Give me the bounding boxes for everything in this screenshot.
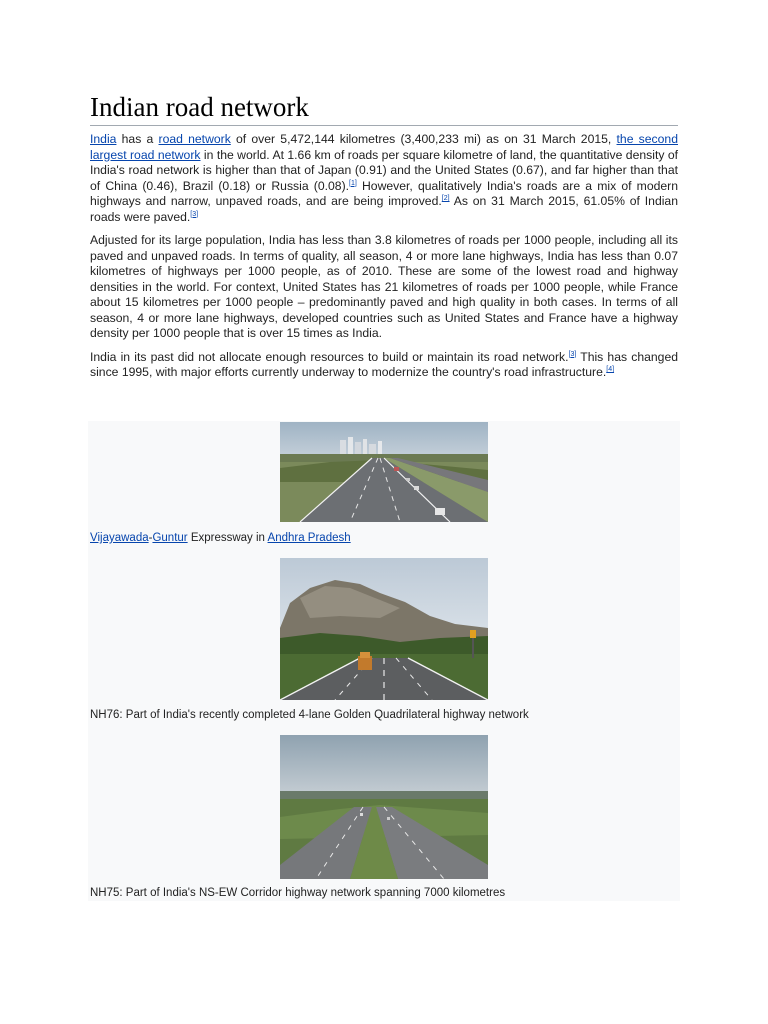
reference-link[interactable]: [3] [190, 210, 199, 218]
text-segment: Expressway in [187, 532, 268, 544]
text-segment: in the world. At 1.66 km of roads per square kilometre of land, the quantitative density of India's road network is higher than that of Japan (0.91) and the United States (0.67), and far higher than that of China (0.46), Brazil (0.18) or Russia (0.08). [90, 147, 679, 193]
text-segment: As on 31 March 2015, 61.05% of Indian roads were paved. [90, 194, 678, 224]
reference-link[interactable]: [1] [349, 179, 357, 187]
text-segment: However, qualitatively India's roads are a mix of modern highways and narrow, unpaved roads, and are being improved. [90, 178, 678, 208]
gallery-caption-1 [90, 531, 351, 545]
text-segment: - [148, 532, 153, 544]
expressway-photo[interactable] [280, 422, 488, 522]
image-gallery [88, 421, 680, 901]
gallery-caption-2: NH76: Part of India's recently completed 4-lane Golden Quadrilateral highway network [90, 709, 529, 721]
text-segment: of over 5,472,144 kilometres (3,400,233 mi) as on 31 March 2015, [230, 132, 617, 146]
link-second-largest-road-network[interactable]: the second largest road network [90, 132, 678, 162]
paragraph-history [90, 350, 678, 381]
text-segment: India in its past did not allocate enough resources to build or maintain its road network. [90, 349, 569, 364]
text-segment: This has changed since 1995, with major efforts currently underway to modernize the country's road infrastructure. [90, 349, 679, 379]
link-guntur[interactable]: Guntur [152, 532, 188, 544]
nh76-photo[interactable] [280, 558, 488, 700]
link-andhra-pradesh[interactable]: Andhra Pradesh [267, 532, 351, 544]
paragraph-density: Adjusted for its large population, India has less than 3.8 kilometres of roads per 1000 people, including all its paved and unpaved roads. In terms of quality, all season, 4 or more lane highways, India has less than 0.07 kilometres of highways per 1000 people, as of 2010. These are some of the lowest road and highway densities in the world. For context, United States has 21 kilometres of roads per 1000 people, while France about 15 kilometres per 1000 people – predominantly paved and high quality in both cases. In terms of all season, 4 or more lane highways, developed countries such as United States and France have a highway density per 1000 people that is over 15 times as India. [90, 233, 678, 340]
link-india[interactable]: India [90, 132, 117, 146]
reference-link[interactable]: [2] [441, 195, 450, 202]
gallery-caption-3: NH75: Part of India's NS-EW Corridor highway network spanning 7000 kilometres [90, 887, 506, 899]
text-segment: has a [116, 132, 159, 146]
nh75-photo[interactable] [280, 735, 488, 879]
link-road-network[interactable]: road network [158, 132, 231, 146]
reference-link[interactable]: [3] [568, 350, 577, 358]
page-title: Indian road network [90, 90, 678, 126]
article [90, 90, 678, 381]
reference-link[interactable]: [4] [606, 366, 615, 373]
paragraph-intro [90, 132, 678, 225]
link-vijayawada[interactable]: Vijayawada [90, 532, 149, 544]
